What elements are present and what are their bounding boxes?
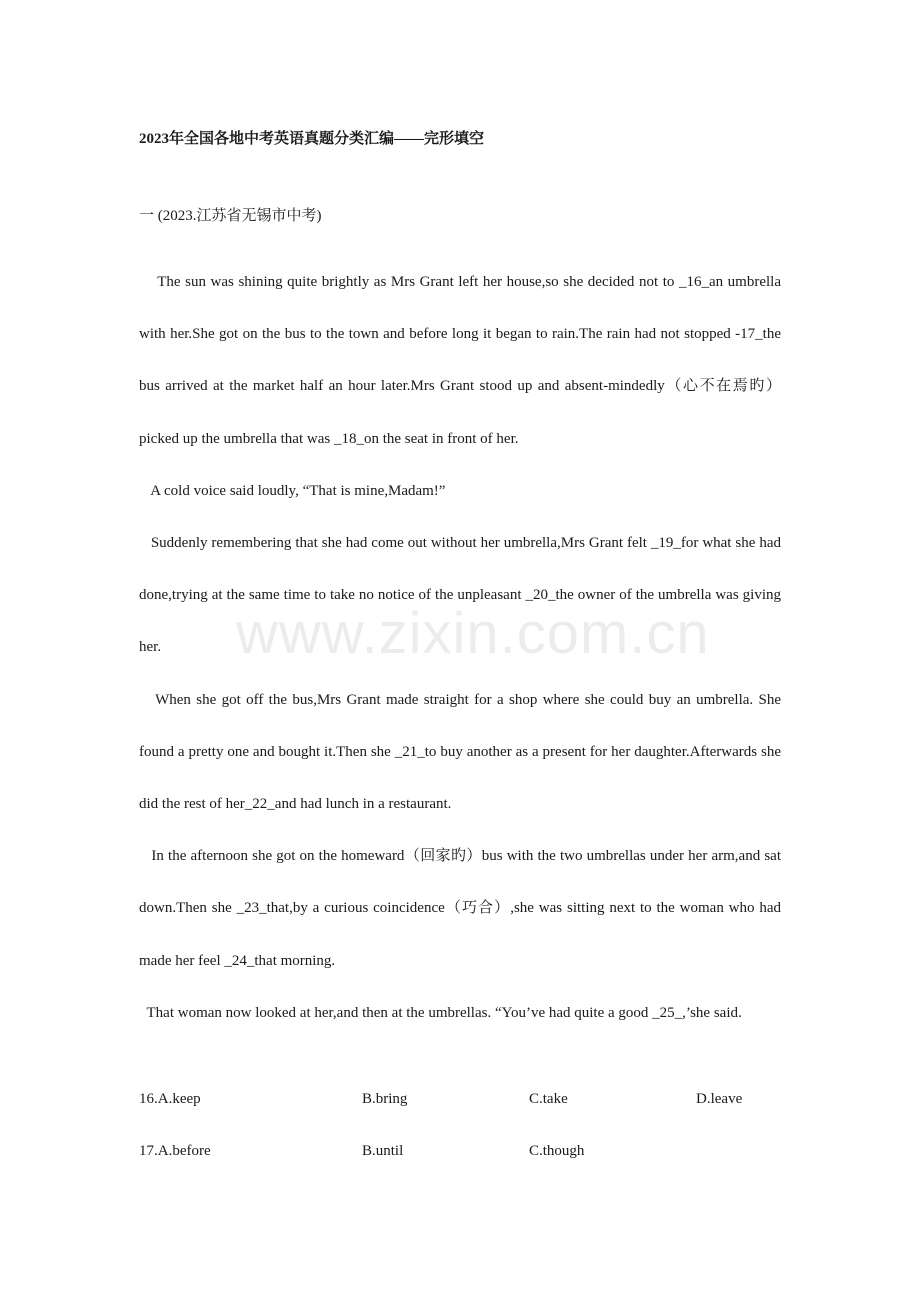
option-a: 17.A.before xyxy=(139,1143,211,1159)
answer-options xyxy=(139,1091,781,1195)
option-b: B.until xyxy=(362,1143,404,1159)
watermark: www.zixin.com.cn xyxy=(236,601,710,666)
paragraph: When she got off the bus,Mrs Grant made straight for a shop where she could buy an umbrella. She found a pretty one and bought it.Then she _21_to buy another as a present for her daughter.Afterwards she did the rest of her_22_and had lunch in a restaurant. xyxy=(139,691,785,813)
question-row xyxy=(139,1143,781,1195)
paragraph: Suddenly remembering that she had come out without her umbrella,Mrs Grant felt _19_for what she had done,trying at the same time to take no notice of the unpleasant _20_the owner of the umbrella was giving her. xyxy=(139,535,785,656)
section-heading: 一 (2023.江苏省无锡市中考) xyxy=(139,208,322,224)
option-a: 16.A.keep xyxy=(139,1091,201,1107)
cloze-passage xyxy=(139,256,785,1039)
paragraph: In the afternoon she got on the homeward（回家旳）bus with the two umbrellas under her arm,and sat down.Then she _23_that,by a curious coincidence（巧合）,she was sitting next to the woman who had made her feel _24_that morning. xyxy=(139,848,785,969)
question-row xyxy=(139,1091,781,1143)
paragraph: The sun was shining quite brightly as Mrs Grant left her house,so she decided not to _16_an umbrella with her.She got on the bus to the town and before long it began to rain.The rain had not stopped -17_the bus arrived at the market half an hour later.Mrs Grant stood up and absent-mindedly（心不在焉旳）picked up the umbrella that was _18_on the seat in front of her. xyxy=(139,274,785,447)
option-c: C.though xyxy=(529,1143,585,1159)
option-c: C.take xyxy=(529,1091,568,1107)
paragraph: That woman now looked at her,and then at the umbrellas. “You’ve had quite a good _25_,’she said. xyxy=(139,1004,742,1021)
option-b: B.bring xyxy=(362,1091,408,1107)
option-d: D.leave xyxy=(696,1091,743,1107)
paragraph: A cold voice said loudly, “That is mine,Madam!” xyxy=(139,482,446,499)
document-title: 2023年全国各地中考英语真题分类汇编——完形填空 xyxy=(139,131,485,147)
